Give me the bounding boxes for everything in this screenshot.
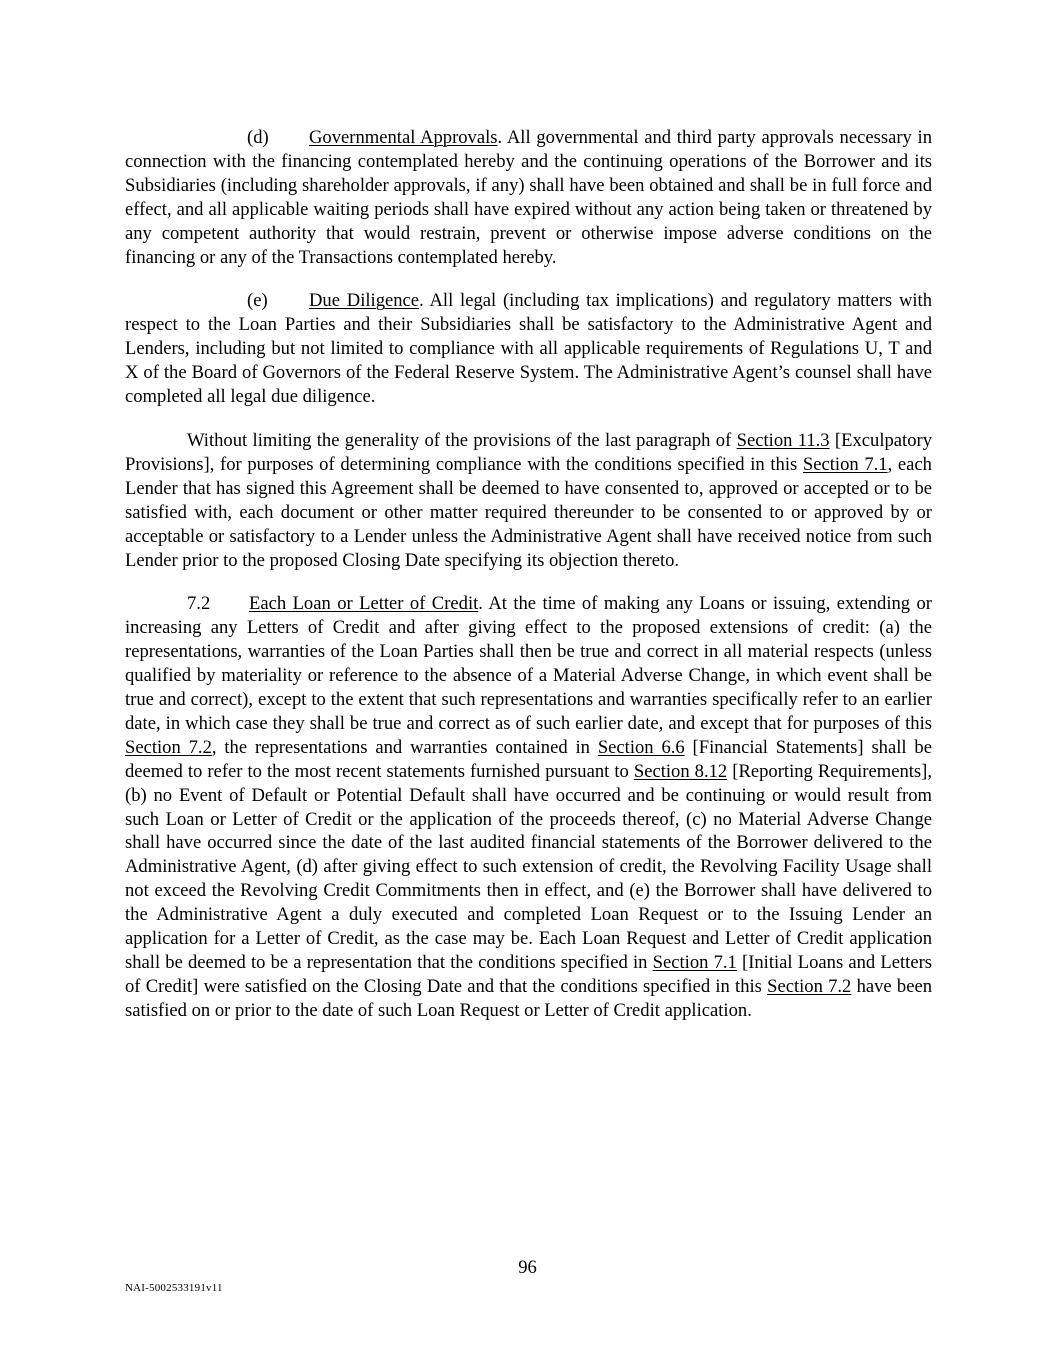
page-number: 96 xyxy=(518,1257,537,1278)
text-7-2-part-2: , the representations and warranties contained in xyxy=(211,736,598,758)
text-7-2-part-6: have been satisfied on or prior to the date of such Loan Request or Letter of Credit application. xyxy=(125,975,932,1021)
document-body xyxy=(125,126,932,1023)
paragraph-due-diligence xyxy=(125,289,932,409)
clause-label-e: (e) xyxy=(247,290,268,312)
section-number-7-2: 7.2 xyxy=(187,593,211,615)
document-id: NAI-5002533191v11 xyxy=(125,1282,223,1294)
text-due-diligence: . All legal (including tax implications) and regulatory matters with respect to the Loan Parties and their Subsidiaries shall be satisfactory to the Administrative Agent and Lenders, including but not limited to compliance with all applicable requirements of Regulations U, T and X of the Board of Governors of the Federal Reserve System. The Administrative Agent’s counsel shall have completed all legal due diligence. xyxy=(125,290,933,408)
text-governmental-approvals: . All governmental and third party approvals necessary in connection with the financing contemplated hereby and the continuing operations of the Borrower and its Subsidiaries (including shareholder approvals, if any) shall have been obtained and shall be in full force and effect, and all applicable waiting periods shall have expired without any action being taken or threatened by any competent authority that would restrain, prevent or otherwise impose adverse conditions on the financing or any of the Transactions contemplated hereby. xyxy=(125,127,932,268)
section-reference-6-6: Section 6.6 xyxy=(597,736,685,758)
heading-each-loan-or-letter-of-credit: Each Loan or Letter of Credit xyxy=(249,593,479,615)
paragraph-governmental-approvals xyxy=(125,126,932,269)
section-reference-7-2-a: Section 7.2 xyxy=(125,736,212,758)
text-without-2: [Exculpatory Provisions], for purposes of determining compliance with the conditions specified in this xyxy=(125,429,932,475)
text-7-2-part-3: [Financial Statements] shall be deemed to refer to the most recent statements furnished pursuant to xyxy=(125,736,932,782)
section-reference-7-1: Section 7.1 xyxy=(802,453,888,475)
heading-governmental-approvals: Governmental Approvals xyxy=(309,127,498,148)
text-without-3: , each Lender that has signed this Agreement shall be deemed to have consented to, approved or accepted or to be satisfied with, each document or other matter required thereunder to be consented to or approved by or acceptable or satisfactory to a Lender unless the Administrative Agent shall have received notice from such Lender prior to the proposed Closing Date specifying its objection thereto. xyxy=(125,453,932,571)
text-7-2-part-4: [Reporting Requirements], (b) no Event of Default or Potential Default shall have occurred and be continuing or would result from such Loan or Letter of Credit or the application of the proceeds thereof, (c) no Material Adverse Change shall have occurred since the date of the last audited financial statements of the Borrower delivered to the Administrative Agent, (d) after giving effect to such extension of credit, the Revolving Facility Usage shall not exceed the Revolving Credit Commitments then in effect, and (e) the Borrower shall have delivered to the Administrative Agent a duly executed and completed Loan Request or to the Issuing Lender an application for a Letter of Credit, as the case may be. Each Loan Request and Letter of Credit application shall be deemed to be a representation that the conditions specified in xyxy=(125,760,932,973)
text-without-1: Without limiting the generality of the provisions of the last paragraph of xyxy=(187,429,737,451)
section-reference-8-12: Section 8.12 xyxy=(633,760,728,782)
section-reference-11-3: Section 11.3 xyxy=(736,429,830,451)
section-reference-7-2-b: Section 7.2 xyxy=(767,975,852,997)
heading-due-diligence: Due Diligence xyxy=(309,290,420,312)
paragraph-without-limiting xyxy=(125,429,932,572)
paragraph-section-7-2 xyxy=(125,592,932,1022)
section-reference-7-1-b: Section 7.1 xyxy=(652,952,737,973)
text-7-2-part-1: . At the time of making any Loans or issuing, extending or increasing any Letters of Credit and after giving effect to the proposed extensions of credit: (a) the representations, warranties of the Loan Parties shall then be true and correct in all material respects (unless qualified by materiality or reference to the absence of a Material Adverse Change, in which event shall be true and correct), except to the extent that such representations and warranties specifically refer to an earlier date, in which case they shall be true and correct as of such earlier date, and except that for purposes of this xyxy=(125,593,932,734)
clause-label-d: (d) xyxy=(247,127,269,148)
text-7-2-part-5: [Initial Loans and Letters of Credit] were satisfied on the Closing Date and that the conditions specified in this xyxy=(125,952,932,997)
